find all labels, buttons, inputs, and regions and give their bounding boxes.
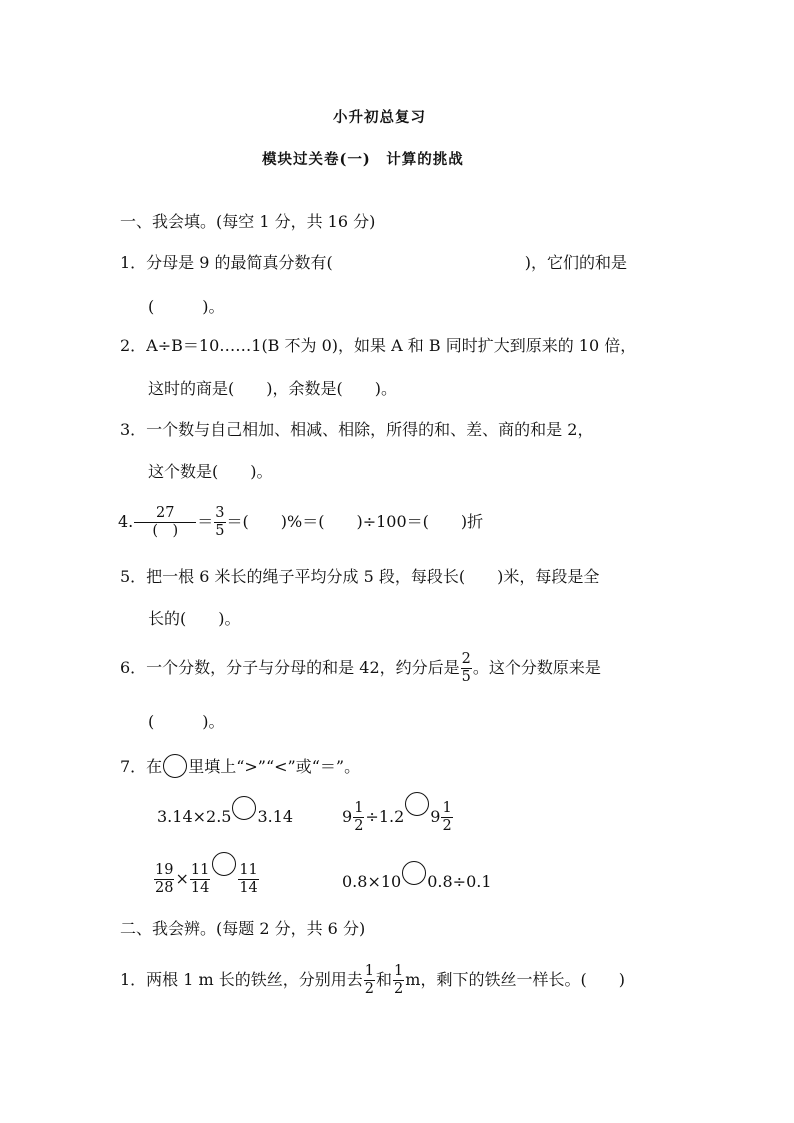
s2-q1-numerator2: 1 bbox=[394, 963, 404, 979]
q4-prefix: 4. bbox=[118, 512, 134, 531]
q6-frac-denominator: 5 bbox=[461, 669, 471, 685]
s2-q1-fraction1 bbox=[364, 963, 375, 998]
q7-text-a: 7．在 bbox=[120, 757, 163, 776]
s2-q1-fraction2 bbox=[393, 963, 404, 998]
s2-q1-numerator1: 1 bbox=[364, 963, 375, 979]
q7-b-fraction bbox=[353, 800, 364, 835]
q7-d-left: 0.8×10 bbox=[342, 872, 402, 891]
q1-text-b: )，它们的和是 bbox=[524, 253, 628, 272]
q7-b-denominator2: 2 bbox=[442, 818, 452, 834]
q4-rest: ＝( )%＝( )÷100＝( )折 bbox=[226, 512, 484, 531]
s2-q1-text-c: m，剩下的铁丝一样长。( ) bbox=[405, 970, 625, 989]
q6-fraction-2-5 bbox=[461, 651, 472, 686]
q5-line1: 5．把一根 6 米长的绳子平均分成 5 段，每段长( )米，每段是全 bbox=[120, 567, 600, 586]
q7-item-d bbox=[342, 861, 492, 897]
q4-frac1-denominator: ( ) bbox=[152, 523, 179, 539]
q4-line bbox=[118, 500, 483, 544]
q7-b-mid: ÷1.2 bbox=[365, 807, 405, 826]
q7-c-denominator3: 14 bbox=[239, 880, 258, 896]
q7-c-numerator3: 11 bbox=[239, 862, 258, 878]
q7-b-fraction2 bbox=[441, 800, 452, 835]
q7-c-fraction3 bbox=[238, 862, 258, 897]
q7-line bbox=[120, 753, 360, 781]
q7-d-circle[interactable] bbox=[402, 861, 426, 885]
q6-text-a: 6．一个分数，分子与分母的和是 42，约分后是 bbox=[120, 658, 460, 677]
q1-text-a: 1．分母是 9 的最简真分数有( bbox=[120, 253, 333, 272]
q7-text-b: 里填上“>”“<”或“＝”。 bbox=[188, 757, 361, 776]
q4-equals: ＝ bbox=[197, 512, 214, 531]
q6-line1 bbox=[120, 646, 601, 690]
q7-item-c bbox=[153, 852, 260, 901]
q6-text-b: 。这个分数原来是 bbox=[472, 658, 601, 677]
q7-a-left: 3.14×2.5 bbox=[157, 807, 232, 826]
q7-c-numerator1: 19 bbox=[155, 862, 174, 878]
q4-frac1-numerator: 27 bbox=[134, 505, 196, 523]
q7-c-numerator2: 11 bbox=[190, 862, 210, 878]
q7-a-right: 3.14 bbox=[257, 807, 294, 826]
q7-c-circle[interactable] bbox=[212, 852, 236, 876]
q3-line1: 3．一个数与自己相加、相减、相除，所得的和、差、商的和是 2， bbox=[120, 420, 594, 439]
q7-c-denominator1: 28 bbox=[155, 880, 174, 896]
s2-q1-denominator1: 2 bbox=[364, 981, 375, 997]
section2-heading: 二、我会辨。(每题 2 分，共 6 分) bbox=[120, 919, 366, 938]
q4-fraction-27 bbox=[134, 505, 196, 540]
q2-line1: 2．A÷B＝10……1(B 不为 0)，如果 A 和 B 同时扩大到原来的 10 倍， bbox=[120, 336, 637, 355]
q7-c-fraction1 bbox=[154, 862, 174, 897]
q1-line1 bbox=[120, 253, 627, 273]
q7-c-fraction2 bbox=[190, 862, 210, 897]
q7-b-denominator: 2 bbox=[354, 818, 364, 834]
q5-line2: 长的( )。 bbox=[148, 609, 241, 628]
s2-q1-text-a: 1．两根 1 m 长的铁丝，分别用去 bbox=[120, 970, 363, 989]
page-subtitle: 模块过关卷(一) 计算的挑战 bbox=[262, 151, 464, 168]
s2-q1-line bbox=[120, 958, 625, 1002]
s2-q1-denominator2: 2 bbox=[394, 981, 404, 997]
q7-a-circle[interactable] bbox=[232, 796, 256, 820]
q7-b-circle[interactable] bbox=[405, 792, 429, 816]
q2-line2: 这时的商是( )，余数是( )。 bbox=[148, 379, 397, 398]
q7-item-a bbox=[157, 796, 293, 832]
answer-circle[interactable] bbox=[163, 754, 187, 778]
q7-b-numerator2: 1 bbox=[442, 800, 452, 816]
q4-frac2-numerator: 3 bbox=[215, 505, 225, 521]
q6-line2: ( )。 bbox=[148, 712, 225, 731]
q7-d-right: 0.8÷0.1 bbox=[427, 872, 492, 891]
q7-c-op: × bbox=[175, 869, 189, 888]
s2-q1-text-b: 和 bbox=[376, 970, 393, 989]
q7-b-whole2: 9 bbox=[430, 807, 441, 826]
q4-fraction-3-5 bbox=[214, 505, 225, 540]
q7-b-numerator: 1 bbox=[354, 800, 364, 816]
q4-frac2-denominator: 5 bbox=[215, 523, 225, 539]
q1-line2: ( )。 bbox=[148, 297, 225, 316]
page-title: 小升初总复习 bbox=[333, 109, 426, 126]
section1-heading: 一、我会填。(每空 1 分，共 16 分) bbox=[120, 212, 376, 231]
q6-frac-numerator: 2 bbox=[461, 651, 471, 667]
q3-line2: 这个数是( )。 bbox=[148, 462, 273, 481]
q7-b-whole: 9 bbox=[342, 807, 353, 826]
q7-item-b bbox=[342, 792, 454, 839]
q7-c-denominator2: 14 bbox=[190, 880, 210, 896]
